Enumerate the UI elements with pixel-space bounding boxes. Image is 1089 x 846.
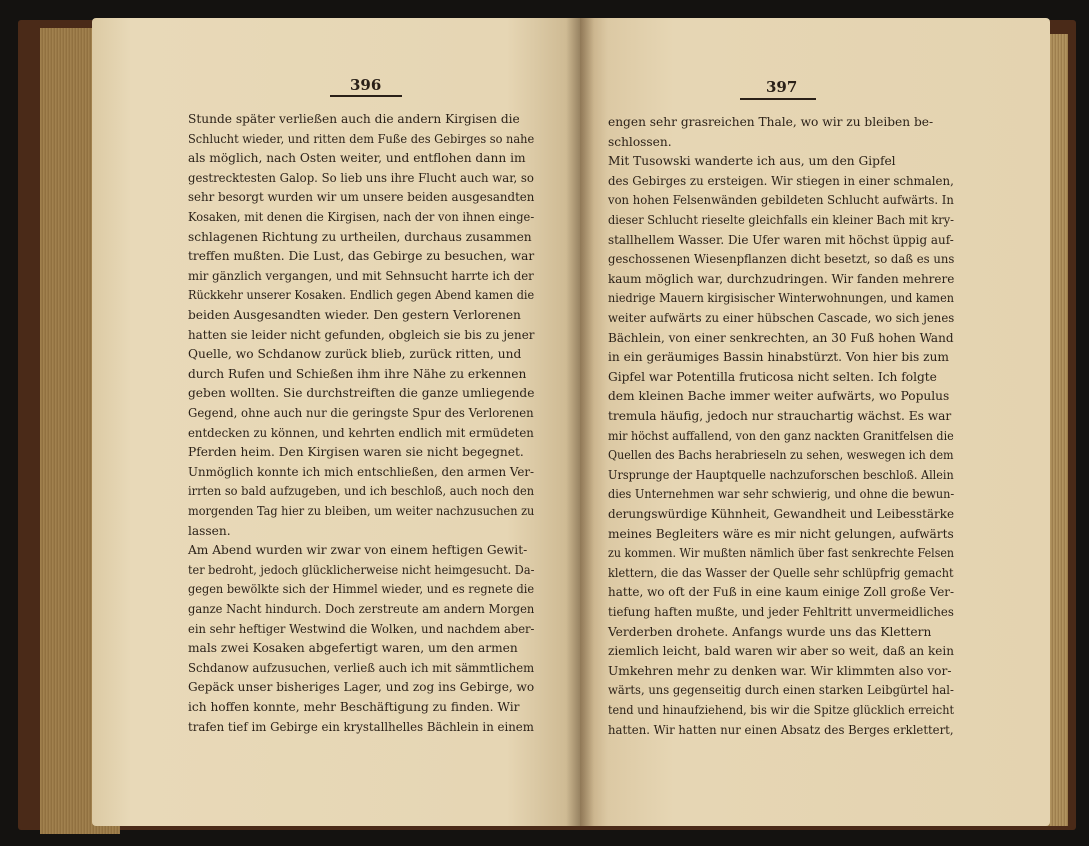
text-line: von hohen Felsenwänden gebildeten Schlucht aufwärts. In <box>608 193 954 208</box>
text-line: kaum möglich war, durchzudringen. Wir fanden mehrere <box>608 271 955 286</box>
text-line: mir höchst auffallend, von den ganz nackten Granitfelsen die <box>608 428 954 443</box>
text-line: tend und hinaufziehend, bis wir die Spitze glücklich erreicht <box>608 703 954 717</box>
text-line: Rückkehr unserer Kosaken. Endlich gegen Abend kamen die <box>188 288 535 303</box>
right-page-number: 397 <box>766 78 798 96</box>
text-line: geben wollten. Sie durchstreiften die ganze umliegende <box>188 386 535 401</box>
text-line: ein sehr heftiger Westwind die Wolken, und nachdem aber- <box>188 621 535 636</box>
text-line: treffen mußten. Die Lust, das Gebirge zu besuchen, war <box>188 249 535 264</box>
text-line: durch Rufen und Schießen ihm ihre Nähe zu erkennen <box>188 366 527 381</box>
text-line: als möglich, nach Osten weiter, und entflohen dann im <box>188 151 526 166</box>
text-line: hatten sie leider nicht gefunden, obgleich sie bis zu jener <box>188 327 535 342</box>
text-line: niedrige Mauern kirgisischer Winterwohnungen, und kamen <box>608 291 954 306</box>
text-line: ziemlich leicht, bald waren wir aber so weit, daß an kein <box>608 644 954 659</box>
text-line: schlagenen Richtung zu urtheilen, durchaus zusammen <box>188 229 532 244</box>
text-line: irrten so bald aufzugeben, und ich beschloß, auch noch den <box>188 484 535 499</box>
text-line: zu kommen. Wir mußten nämlich über fast senkrechte Felsen <box>608 546 955 561</box>
text-line: in ein geräumiges Bassin hinabstürzt. Von hier bis zum <box>608 350 949 365</box>
text-line: hatten. Wir hatten nur einen Absatz des Berges erklettert, <box>608 722 954 737</box>
text-line: tiefung haften mußte, und jeder Fehltritt unvermeidliches <box>608 605 954 619</box>
text-line: Ursprunge der Hauptquelle nachzuforschen beschloß. Allein <box>608 467 954 482</box>
text-line: dieser Schlucht rieselte gleichfalls ein kleiner Bach mit kry- <box>608 213 954 227</box>
text-line: wärts, uns gegenseitig durch einen starken Leibgürtel hal- <box>608 683 954 698</box>
text-line: Unmöglich konnte ich mich entschließen, den armen Ver- <box>188 464 535 479</box>
text-line: Quellen des Bachs herabrieseln zu sehen, weswegen ich dem <box>608 448 954 463</box>
text-line: klettern, die das Wasser der Quelle sehr schlüpfrig gemacht <box>608 565 954 580</box>
text-line: geschossenen Wiesenpflanzen dicht besetzt, so daß es uns <box>608 252 955 267</box>
right-page-number-rule <box>740 98 816 100</box>
text-line: dies Unternehmen war sehr schwierig, und ohne die bewun- <box>608 487 955 502</box>
text-line: morgenden Tag hier zu bleiben, um weiter nachzusuchen zu <box>188 504 535 518</box>
text-line: Stunde später verließen auch die andern Kirgisen die <box>188 112 520 126</box>
text-line: schlossen. <box>608 134 672 149</box>
text-line: engen sehr grasreichen Thale, wo wir zu bleiben be- <box>608 115 934 129</box>
text-line: derungswürdige Kühnheit, Gewandheit und Leibesstärke <box>608 507 954 521</box>
text-line: Bächlein, von einer senkrechten, an 30 Fuß hohen Wand <box>608 330 954 345</box>
text-line: Verderben drohete. Anfangs wurde uns das Klettern <box>608 624 932 639</box>
text-line: Gipfel war Potentilla fruticosa nicht selten. Ich folgte <box>608 369 937 384</box>
text-line: Mit Tusowski wanderte ich aus, um den Gipfel <box>608 154 896 169</box>
text-line: weiter aufwärts zu einer hübschen Cascade, wo sich jenes <box>608 311 955 325</box>
open-book <box>18 14 1076 834</box>
left-page-number: 396 <box>350 76 382 94</box>
text-line: tremula häufig, jedoch nur strauchartig wächst. Es war <box>608 409 952 423</box>
text-line: ter bedroht, jedoch glücklicherweise nicht heimgesucht. Da- <box>188 562 535 577</box>
text-line: gegen bewölkte sich der Himmel wieder, und es regnete die <box>188 582 535 597</box>
text-line: Schlucht wieder, und ritten dem Fuße des Gebirges so nahe <box>188 131 535 146</box>
text-line: mir gänzlich vergangen, und mit Sehnsucht harrte ich der <box>188 268 534 283</box>
text-line: lassen. <box>188 523 231 538</box>
text-line: Umkehren mehr zu denken war. Wir klimmten also vor- <box>608 663 952 678</box>
text-line: beiden Ausgesandten wieder. Den gestern Verlorenen <box>188 308 521 322</box>
text-line: Quelle, wo Schdanow zurück blieb, zurück ritten, und <box>188 347 522 362</box>
text-line: Kosaken, mit denen die Kirgisen, nach der von ihnen einge- <box>188 210 535 224</box>
text-line: entdecken zu können, und kehrten endlich mit ermüdeten <box>188 425 534 440</box>
text-line: dem kleinen Bache immer weiter aufwärts, wo Populus <box>608 389 950 404</box>
book-gutter <box>566 18 594 826</box>
text-line: ich hoffen konnte, mehr Beschäftigung zu finden. Wir <box>188 700 520 714</box>
text-line: Schdanow aufzusuchen, verließ auch ich mit sämmtlichem <box>188 660 535 675</box>
text-line: sehr besorgt wurden wir um unsere beiden ausgesandten <box>188 190 535 205</box>
text-line: Gepäck unser bisheriges Lager, und zog ins Gebirge, wo <box>188 680 535 695</box>
text-line: trafen tief im Gebirge ein krystallhelles Bächlein in einem <box>188 719 534 734</box>
text-line: Pferden heim. Den Kirgisen waren sie nicht begegnet. <box>188 445 524 460</box>
text-line: ganze Nacht hindurch. Doch zerstreute am andern Morgen <box>188 602 535 616</box>
text-line: Am Abend wurden wir zwar von einem heftigen Gewit- <box>188 543 528 558</box>
text-line: meines Begleiters wäre es mir nicht gelungen, aufwärts <box>608 526 954 541</box>
text-line: Gegend, ohne auch nur die geringste Spur des Verlorenen <box>188 406 534 420</box>
text-line: stallhellem Wasser. Die Ufer waren mit höchst üppig auf- <box>608 232 954 247</box>
left-page-number-rule <box>330 95 402 97</box>
text-line: mals zwei Kosaken abgefertigt waren, um den armen <box>188 641 518 656</box>
text-line: gestrecktesten Galop. So lieb uns ihre Flucht auch war, so <box>188 170 534 185</box>
text-line: hatte, wo oft der Fuß in eine kaum einige Zoll große Ver- <box>608 585 955 600</box>
text-line: des Gebirges zu ersteigen. Wir stiegen in einer schmalen, <box>608 173 954 188</box>
